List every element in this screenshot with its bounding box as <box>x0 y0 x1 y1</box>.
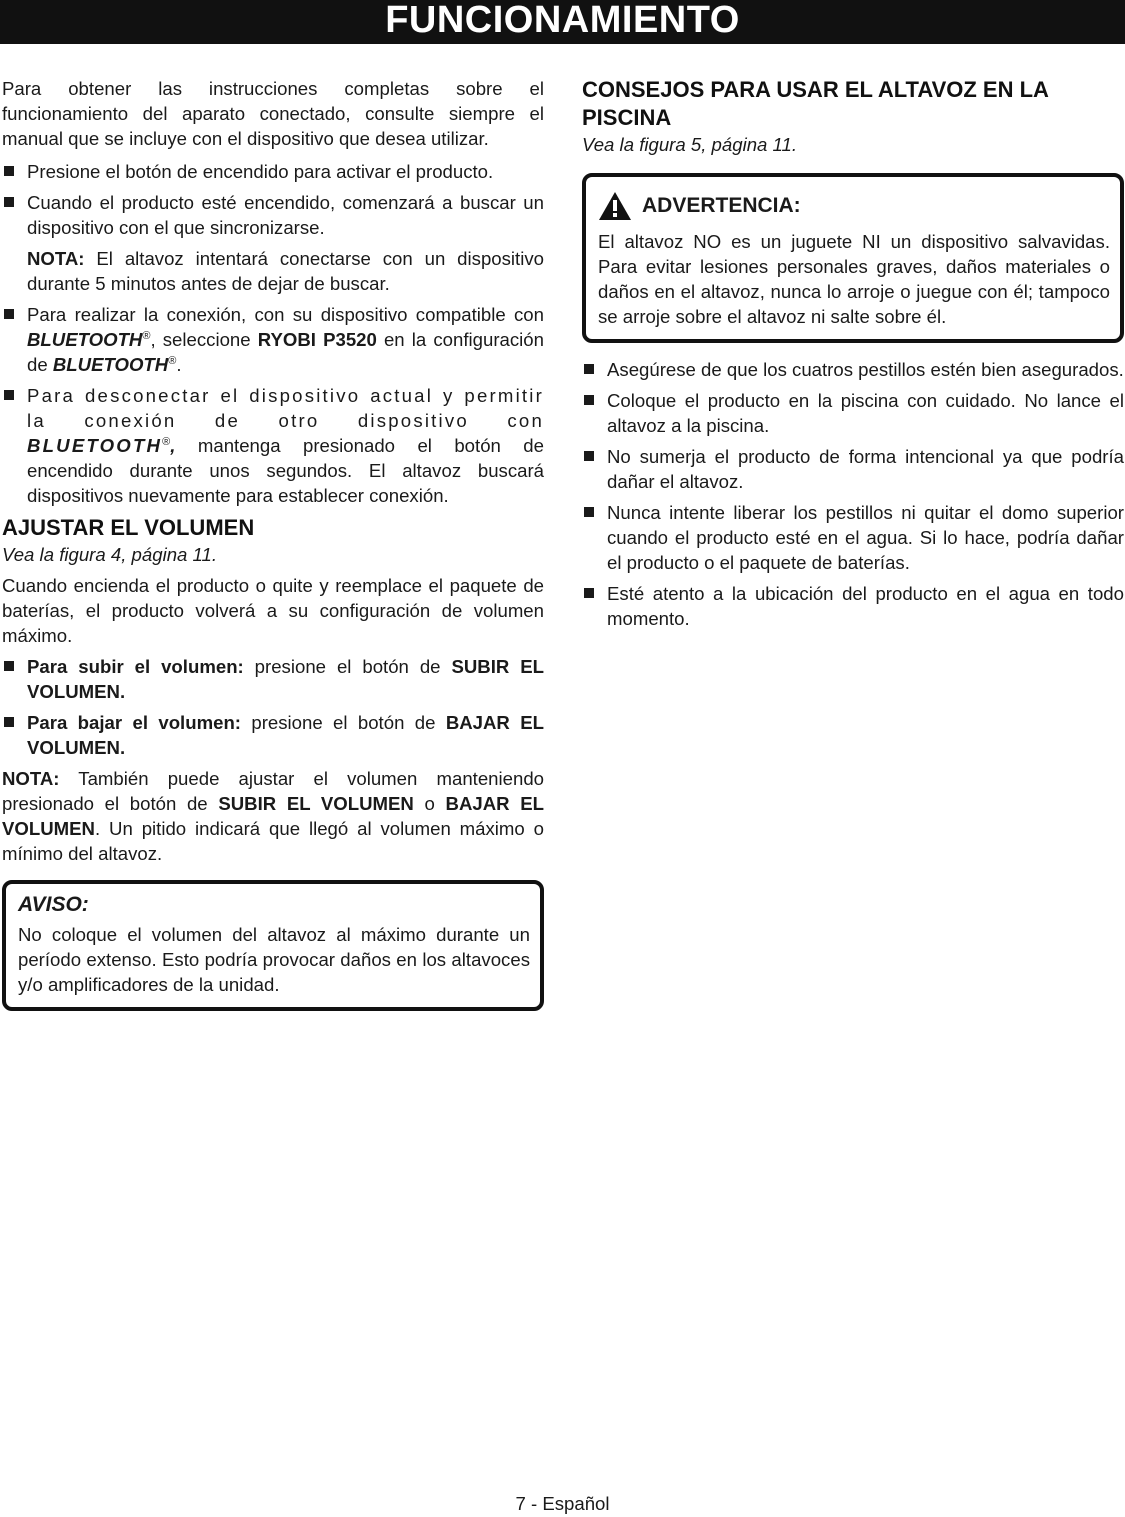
list-item-text: Esté atento a la ubicación del producto en el agua en todo momento. <box>607 583 1124 629</box>
warning-header <box>598 191 1110 221</box>
volume-heading: AJUSTAR EL VOLUMEN <box>2 515 255 540</box>
registered-mark: ® <box>162 435 171 448</box>
note-text: . Un pitido indicará que llegó al volumen máximo o mínimo del altavoz. <box>2 818 544 864</box>
list-item <box>2 654 544 704</box>
setup-list <box>2 159 544 240</box>
list-item <box>582 388 1124 438</box>
bluetooth-brand: BLUETOOTH <box>52 354 169 375</box>
list-item <box>582 500 1124 575</box>
list-item <box>2 159 544 184</box>
note-label: NOTA: <box>2 768 60 789</box>
list-item-text: Asegúrese de que los cuatros pestillos estén bien asegurados. <box>607 359 1124 380</box>
list-item-text: , seleccione <box>150 329 258 350</box>
button-name: SUBIR EL VOLUMEN <box>218 793 414 814</box>
note-text: o <box>413 793 446 814</box>
right-column <box>582 76 1124 637</box>
figure-reference: Vea la figura 5, página 11. <box>582 134 798 155</box>
intro-paragraph: Para obtener las instrucciones completas sobre el funcionamiento del aparato conectado, consulte siempre el manual que se incluye con el dispositivo que desea utilizar. <box>2 78 544 149</box>
page-title: FUNCIONAMIENTO <box>0 0 1125 44</box>
warning-title: ADVERTENCIA: <box>642 194 801 217</box>
list-item-text: en la configuración de <box>27 329 544 375</box>
registered-mark: ® <box>168 354 177 367</box>
model-name: RYOBI P3520 <box>257 329 377 350</box>
list-item <box>2 190 544 240</box>
button-name: BAJAR EL VOLUMEN. <box>27 712 544 758</box>
list-item-text: Coloque el producto en la piscina con cuidado. No lance el altavoz a la piscina. <box>607 390 1124 436</box>
list-item-text: Presione el botón de encendido para activar el producto. <box>27 161 494 182</box>
warning-box <box>582 173 1124 343</box>
list-item-text: , <box>170 435 176 456</box>
list-item-text: No sumerja el producto de forma intencional ya que podría dañar el altavoz. <box>607 446 1124 492</box>
figure-reference: Vea la figura 4, página 11. <box>2 544 218 565</box>
list-item-text: Nunca intente liberar los pestillos ni quitar el domo superior cuando el producto esté en el agua. Si lo hace, podría dañar el producto o el paquete de baterías. <box>607 502 1124 573</box>
left-column <box>2 76 544 1011</box>
list-item-text: presione el botón de <box>243 656 452 677</box>
notice-box <box>2 880 544 1011</box>
list-item <box>2 302 544 377</box>
list-item <box>582 581 1124 631</box>
notice-text: No coloque el volumen del altavoz al máximo durante un período extenso. Esto podría provocar daños en los altavoces y/o amplificadores de la unidad. <box>18 924 530 995</box>
list-item-text: presione el botón de <box>241 712 446 733</box>
note-text: El altavoz intentará conectarse con un dispositivo durante 5 minutos antes de dejar de buscar. <box>27 248 544 294</box>
button-name: BAJAR EL VOLUMEN <box>2 793 544 839</box>
pool-tips-list <box>582 357 1124 631</box>
page-number: 7 - Español <box>515 1493 610 1514</box>
list-item <box>2 383 544 508</box>
list-item-text: Para desconectar el dispositivo actual y permitir la conexión de otro dispositivo con <box>27 385 544 431</box>
list-item-text: Para realizar la conexión, con su dispositivo compatible con <box>27 304 544 325</box>
note-label: NOTA: <box>27 248 85 269</box>
bluetooth-brand: BLUETOOTH <box>27 329 143 350</box>
button-name: SUBIR EL VOLUMEN. <box>27 656 545 702</box>
connect-list <box>2 302 544 508</box>
volume-intro: Cuando encienda el producto o quite y reemplace el paquete de baterías, el producto volverá a su configuración de volumen máximo. <box>2 575 544 646</box>
list-item-text: . <box>176 354 182 375</box>
list-item-label: Para subir el volumen: <box>27 656 244 677</box>
volume-note <box>2 766 544 866</box>
list-item-text: Cuando el producto esté encendido, comenzará a buscar un dispositivo con el que sincronizarse. <box>27 192 544 238</box>
warning-triangle-icon <box>598 191 632 221</box>
list-item-label: Para bajar el volumen: <box>27 712 241 733</box>
list-item-text: mantenga presionado el botón de encendido durante unos segundos. El altavoz buscará dispositivos nuevamente para establecer conexión. <box>27 435 544 506</box>
note-paragraph <box>2 246 544 296</box>
list-item <box>582 357 1124 382</box>
warning-text: El altavoz NO es un juguete NI un dispositivo salvavidas. Para evitar lesiones personales graves, daños materiales o daños en el altavoz, nunca lo arroje o juegue con él; tampoco se arroje sobre el altavoz ni salte sobre él. <box>598 231 1110 327</box>
registered-mark: ® <box>142 329 151 342</box>
note-text: También puede ajustar el volumen manteniendo presionado el botón de <box>2 768 544 814</box>
pool-heading: CONSEJOS PARA USAR EL ALTAVOZ EN LA PISCINA <box>582 77 1049 130</box>
list-item <box>2 710 544 760</box>
bluetooth-brand: BLUETOOTH <box>27 435 163 456</box>
notice-title: AVISO: <box>18 893 89 916</box>
volume-list <box>2 654 544 760</box>
list-item <box>582 444 1124 494</box>
